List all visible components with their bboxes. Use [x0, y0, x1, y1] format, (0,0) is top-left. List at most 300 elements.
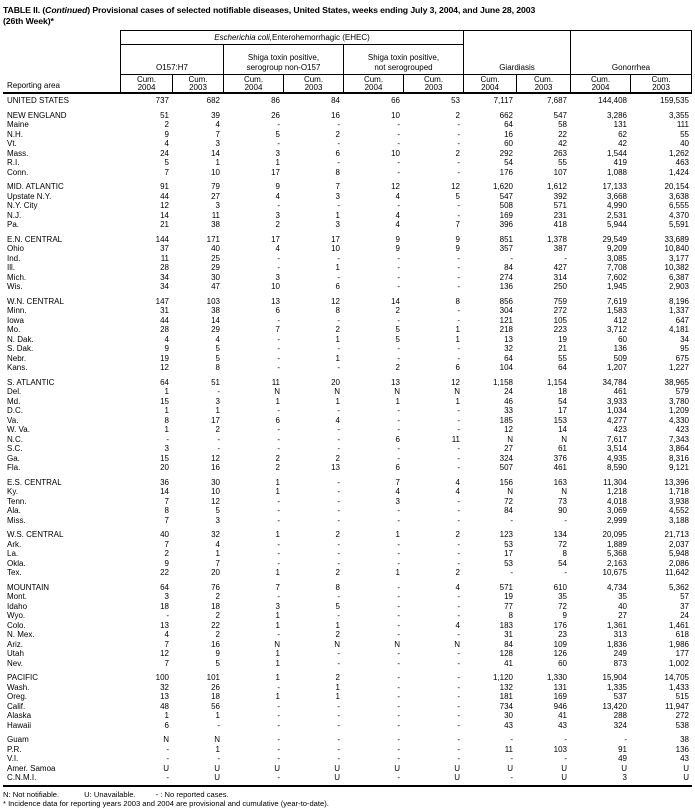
value-cell: 4,990 [606, 201, 627, 210]
value-cell: 3,355 [668, 110, 689, 120]
table-row [3, 478, 692, 488]
value-cell: - [457, 506, 460, 515]
value-cell: 4,370 [668, 210, 689, 220]
value-cell: 38 [680, 735, 689, 744]
value-cell: 12 [331, 296, 340, 306]
value-cell: - [277, 344, 280, 353]
value-cell: 185 [499, 415, 513, 425]
value-cell: 1,262 [668, 148, 689, 158]
value-cell: - [564, 568, 567, 577]
value-cell: 423 [613, 425, 627, 434]
value-cell: - [277, 444, 280, 453]
value-cell: 1 [275, 530, 280, 539]
value-cell: 34 [160, 282, 169, 291]
table-header [3, 30, 692, 94]
value-cell: 40 [680, 139, 689, 148]
value-cell: 3 [275, 601, 280, 611]
value-cell: 8 [164, 506, 169, 515]
reporting-area-cell: UNITED STATES [7, 96, 69, 105]
value-cell: N [394, 639, 400, 649]
value-cell: 38 [211, 306, 220, 315]
value-cell: - [397, 620, 400, 630]
header-row-cum [3, 75, 692, 94]
reporting-area-cell: Miss. [7, 515, 26, 525]
value-cell: 4 [275, 244, 280, 253]
value-cell: - [457, 592, 460, 601]
value-cell: 4 [275, 191, 280, 201]
value-cell: - [337, 549, 340, 558]
reporting-area-cell: S. ATLANTIC [7, 377, 55, 387]
reporting-area-cell: W. Va. [7, 425, 30, 434]
value-cell: 3 [215, 139, 220, 148]
value-cell: 8 [335, 306, 340, 315]
value-cell: 4 [164, 334, 169, 344]
value-cell: - [397, 744, 400, 754]
value-cell: - [397, 611, 400, 620]
value-cell: 7 [164, 658, 169, 668]
value-cell: - [564, 253, 567, 263]
value-cell: 2 [335, 453, 340, 463]
value-cell: U [621, 763, 627, 773]
reporting-area-cell: Pa. [7, 220, 20, 229]
table-row [3, 711, 692, 721]
value-cell: 3,712 [606, 325, 627, 334]
cum-year-header [120, 75, 172, 94]
value-cell: U [561, 773, 567, 782]
value-cell: 103 [206, 296, 220, 306]
value-cell: - [457, 649, 460, 658]
value-cell: 647 [675, 315, 689, 325]
cum-label: Cum. [136, 74, 157, 84]
cum-year-header [283, 75, 343, 94]
value-cell: 759 [553, 296, 567, 306]
value-cell: - [337, 539, 340, 549]
table-row [3, 378, 692, 388]
value-cell: 111 [676, 120, 689, 129]
value-cell: - [457, 353, 460, 363]
value-cell: U [214, 773, 220, 782]
value-cell: 15 [160, 453, 169, 463]
value-cell: 1 [164, 425, 169, 434]
reporting-area-cell: W.N. CENTRAL [7, 296, 64, 306]
value-cell: 43 [558, 720, 567, 730]
value-cell: 1 [215, 711, 220, 720]
value-cell: 2 [275, 463, 280, 472]
value-cell: 84 [504, 263, 513, 272]
value-cell: 7,117 [493, 96, 513, 105]
value-cell: 19 [558, 334, 567, 344]
value-cell: - [397, 773, 400, 782]
value-cell: 104 [499, 363, 513, 372]
year-label: 2003 [424, 83, 443, 92]
value-cell: - [457, 444, 460, 453]
table-row [3, 306, 692, 316]
value-cell: 169 [499, 210, 513, 220]
table-row [3, 735, 692, 745]
value-cell: - [397, 558, 400, 568]
table-row [3, 721, 692, 731]
value-cell: - [397, 201, 400, 210]
value-cell: 2,531 [606, 210, 627, 220]
header-ehec-span [120, 30, 463, 45]
table-title-line2: (26th Week)* [3, 16, 54, 26]
value-cell: 103 [553, 744, 567, 754]
value-cell: 22 [558, 129, 567, 139]
value-cell: 1 [164, 711, 169, 720]
table-row [3, 406, 692, 416]
value-cell: 1 [395, 568, 400, 577]
table-row [3, 621, 692, 631]
header-giardiasis-span-blank [463, 30, 570, 45]
value-cell: 1 [275, 620, 280, 630]
cum-year-header [172, 75, 223, 94]
reporting-area-cell: Alaska [7, 711, 32, 720]
value-cell: 101 [206, 673, 220, 682]
value-cell: 1,002 [668, 658, 689, 668]
value-cell: 1,424 [668, 167, 689, 177]
reporting-area-cell: Hawaii [7, 720, 32, 730]
value-cell: - [457, 344, 460, 353]
value-cell: 11 [504, 744, 513, 754]
value-cell: U [214, 763, 220, 773]
value-cell: 31 [160, 306, 169, 315]
value-cell: 177 [675, 649, 689, 658]
value-cell: 19 [504, 592, 513, 601]
value-cell: 5,591 [668, 220, 689, 229]
value-cell: 1,620 [492, 182, 513, 191]
table-row [3, 530, 692, 540]
value-cell: 2,999 [606, 515, 627, 525]
value-cell: 1 [455, 325, 460, 334]
value-cell: 515 [675, 692, 689, 701]
value-cell: - [217, 754, 220, 763]
footnote-symbols [3, 790, 692, 800]
value-cell: 176 [499, 167, 513, 177]
reporting-area-cell: Colo. [7, 620, 26, 630]
value-cell: 14 [211, 148, 220, 158]
value-cell: - [277, 630, 280, 639]
value-cell: 2 [215, 630, 220, 639]
reporting-area-cell: Ark. [7, 539, 22, 549]
value-cell: - [277, 363, 280, 372]
value-cell: 55 [558, 353, 567, 363]
value-cell: - [337, 735, 340, 744]
value-cell: - [337, 406, 340, 415]
value-cell: 14 [391, 296, 400, 306]
value-cell: - [457, 720, 460, 730]
reporting-area-cell: La. [7, 549, 19, 558]
value-cell: - [166, 744, 169, 754]
value-cell: 136 [613, 344, 627, 353]
value-cell: 1 [335, 263, 340, 272]
year-label: 2004 [364, 83, 383, 92]
table-row [3, 211, 692, 221]
reporting-area-cell: Vt. [7, 139, 17, 148]
value-cell: 3 [164, 444, 169, 453]
value-cell: U [683, 763, 689, 773]
value-cell: 507 [499, 463, 513, 472]
value-cell: - [337, 515, 340, 525]
value-cell: - [397, 692, 400, 701]
value-cell: - [337, 158, 340, 167]
reporting-area-cell: E.S. CENTRAL [7, 477, 62, 487]
value-cell: 6 [164, 720, 169, 730]
value-cell: - [457, 711, 460, 720]
value-cell: - [564, 515, 567, 525]
header-group-shiga-not-serogrouped [343, 45, 463, 75]
value-cell: 1 [335, 210, 340, 220]
reporting-area-cell: Idaho [7, 601, 28, 611]
table-row [3, 201, 692, 211]
value-cell: 11 [271, 377, 280, 387]
value-cell: - [217, 444, 220, 453]
value-cell: - [397, 630, 400, 639]
value-cell: 1 [164, 406, 169, 415]
value-cell: 11,947 [665, 701, 689, 711]
reporting-area-cell: E.N. CENTRAL [7, 234, 63, 244]
value-cell: 4 [395, 487, 400, 496]
value-cell: 1,337 [668, 306, 689, 315]
value-cell: 1,718 [668, 487, 689, 496]
value-cell: - [217, 720, 220, 730]
value-cell: 29,549 [602, 234, 627, 244]
value-cell: 11 [211, 210, 220, 220]
reporting-area-cell: Wash. [7, 682, 30, 692]
value-cell: 4 [215, 120, 220, 129]
reporting-area-cell: P.R. [7, 744, 22, 754]
value-cell: 274 [499, 272, 513, 282]
reporting-area-cell: R.I. [7, 158, 20, 167]
table-row [3, 244, 692, 254]
value-cell: 4 [215, 539, 220, 549]
table-row [3, 425, 692, 435]
value-cell: 144 [155, 234, 169, 244]
table-row [3, 649, 692, 659]
value-cell: 3 [275, 272, 280, 282]
value-cell: 38,965 [664, 377, 689, 387]
value-cell: 72 [558, 601, 567, 611]
value-cell: 7 [164, 539, 169, 549]
group-label-line1: Shiga toxin positive, [247, 53, 320, 62]
value-cell: 1,583 [606, 306, 627, 315]
value-cell: 12 [211, 453, 220, 463]
value-cell: 21 [558, 344, 567, 353]
value-cell: 5 [395, 325, 400, 334]
value-cell: 1 [275, 611, 280, 620]
reporting-area-cell: Amer. Samoa [7, 763, 56, 773]
value-cell: 1,612 [546, 182, 567, 191]
cum-label: Cum. [363, 74, 384, 84]
value-cell: 304 [499, 306, 513, 315]
cum-label: Cum. [533, 74, 554, 84]
value-cell: 8 [335, 167, 340, 177]
value-cell: 734 [499, 701, 513, 711]
value-cell: 10,382 [664, 263, 689, 272]
value-cell: 737 [155, 96, 169, 105]
value-cell: - [337, 315, 340, 325]
table-row [3, 335, 692, 345]
value-cell: U [454, 763, 460, 773]
cum-year-header [223, 75, 283, 94]
year-label: 2003 [304, 83, 323, 92]
table-row [3, 673, 692, 683]
value-cell: - [337, 506, 340, 515]
table-row [3, 254, 692, 264]
reporting-area-cell: Ohio [7, 244, 24, 253]
value-cell: 153 [553, 415, 567, 425]
value-cell: - [457, 120, 460, 129]
value-cell: 387 [553, 244, 567, 253]
reporting-area-cell: V.I. [7, 754, 19, 763]
value-cell: 27 [211, 191, 220, 201]
value-cell: 1 [455, 396, 460, 406]
value-cell: - [457, 701, 460, 711]
cum-label: Cum. [423, 74, 444, 84]
value-cell: 42 [558, 139, 567, 148]
reporting-area-cell: Wis. [7, 282, 23, 291]
value-cell: 32 [504, 344, 513, 353]
value-cell: U [274, 763, 280, 773]
value-cell: 64 [558, 363, 567, 372]
value-cell: 2,037 [668, 539, 689, 549]
cum-year-header [516, 75, 570, 94]
value-cell: 64 [160, 377, 169, 387]
value-cell: - [457, 682, 460, 692]
value-cell: 4 [455, 487, 460, 496]
value-cell: 412 [613, 315, 627, 325]
value-cell: 9 [395, 234, 400, 244]
value-cell: 509 [613, 353, 627, 363]
value-cell: - [277, 496, 280, 506]
cum-label: Cum. [303, 74, 324, 84]
value-cell: 62 [618, 129, 627, 139]
value-cell: 10 [211, 167, 220, 177]
value-cell: 2 [215, 425, 220, 434]
value-cell: - [397, 673, 400, 682]
value-cell: 2 [335, 630, 340, 639]
value-cell: 6 [395, 463, 400, 472]
value-cell: 6 [275, 415, 280, 425]
value-cell: 20 [331, 377, 340, 387]
value-cell: 18 [558, 387, 567, 396]
value-cell: 1,154 [546, 377, 567, 387]
table-title [3, 5, 692, 16]
value-cell: 7 [275, 325, 280, 334]
year-label: 2003 [652, 83, 670, 92]
value-cell: - [397, 701, 400, 711]
value-cell: 40 [160, 530, 169, 539]
value-cell: 579 [675, 387, 689, 396]
value-cell: 4 [395, 210, 400, 220]
value-cell: 131 [613, 120, 627, 129]
reporting-area-cell: Del. [7, 387, 22, 396]
value-cell: 13 [160, 692, 169, 701]
value-cell: 32 [211, 530, 220, 539]
year-label: 2004 [481, 83, 499, 92]
reporting-area-cell: NEW ENGLAND [7, 110, 67, 120]
value-cell: - [337, 611, 340, 620]
value-cell: 28 [160, 325, 169, 334]
year-label: 2004 [591, 83, 610, 92]
value-cell: - [397, 549, 400, 558]
table-row [3, 96, 692, 106]
table-row [3, 435, 692, 445]
value-cell: 418 [553, 220, 567, 229]
value-cell: - [397, 282, 400, 291]
value-cell: - [397, 711, 400, 720]
value-cell: 9 [455, 244, 460, 253]
value-cell: 463 [675, 158, 689, 167]
value-cell: 5 [215, 344, 220, 353]
value-cell: 15,904 [602, 673, 627, 682]
value-cell: 419 [613, 158, 627, 167]
reporting-area-cell: Ariz. [7, 639, 23, 649]
table-row [3, 611, 692, 621]
value-cell: - [277, 353, 280, 363]
value-cell: N [507, 487, 513, 496]
value-cell: 9 [164, 558, 169, 568]
value-cell: 49 [618, 754, 627, 763]
reporting-area-cell: Mich. [7, 272, 27, 282]
value-cell: - [397, 272, 400, 282]
reporting-area-cell: Wyo. [7, 611, 26, 620]
value-cell: - [337, 558, 340, 568]
value-cell: - [166, 754, 169, 763]
value-cell: - [277, 701, 280, 711]
value-cell: U [454, 773, 460, 782]
cum-year-header [403, 75, 463, 94]
value-cell: 2 [335, 530, 340, 539]
value-cell: 610 [553, 582, 567, 592]
value-cell: 163 [553, 477, 567, 487]
reporting-area-cell: Guam [7, 735, 29, 744]
table-row [3, 602, 692, 612]
value-cell: 20 [160, 463, 169, 472]
header-corner-blank [3, 30, 120, 45]
table-row [3, 416, 692, 426]
value-cell: - [277, 744, 280, 754]
value-cell: 1,544 [606, 148, 627, 158]
cum-year-header [630, 75, 692, 94]
value-cell: 1 [275, 396, 280, 406]
value-cell: 95 [680, 344, 689, 353]
value-cell: 1 [335, 682, 340, 692]
reporting-area-cell: MOUNTAIN [7, 582, 50, 592]
table-row [3, 583, 692, 593]
value-cell: - [457, 415, 460, 425]
table-row [3, 592, 692, 602]
value-cell: - [217, 434, 220, 444]
value-cell: - [166, 773, 169, 782]
value-cell: 159,535 [660, 96, 689, 105]
value-cell: N [561, 487, 567, 496]
value-cell: 20,154 [664, 182, 689, 191]
value-cell: 9 [164, 129, 169, 139]
value-cell: 324 [613, 720, 627, 730]
value-cell: 21 [160, 220, 169, 229]
value-cell: 2 [164, 120, 169, 129]
value-cell: 5 [335, 601, 340, 611]
value-cell: 1,836 [606, 639, 627, 649]
reporting-area-cell: N. Mex. [7, 630, 35, 639]
value-cell: - [397, 592, 400, 601]
value-cell: - [337, 201, 340, 210]
value-cell: - [397, 649, 400, 658]
value-cell: - [397, 253, 400, 263]
value-cell: 1 [164, 387, 169, 396]
value-cell: - [277, 120, 280, 129]
reporting-area-cell: Kans. [7, 363, 28, 372]
